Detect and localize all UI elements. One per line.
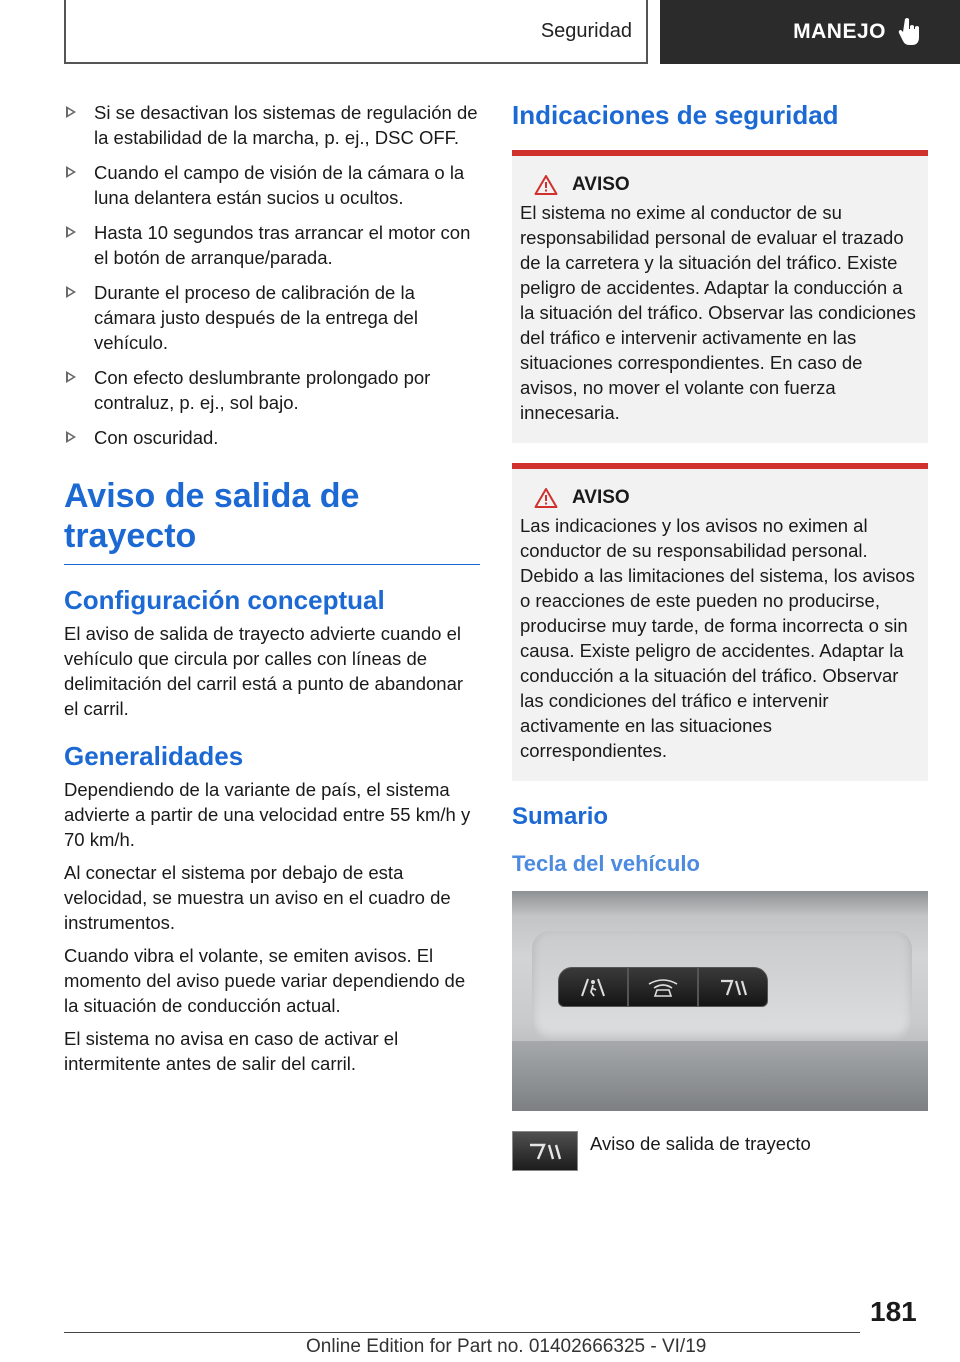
list-item: Con oscuridad. (64, 425, 480, 450)
legend-row (512, 1131, 928, 1171)
right-column (512, 100, 928, 1171)
bullet-triangle-icon (66, 431, 76, 443)
bullet-triangle-icon (66, 226, 76, 238)
collision-warning-button (558, 967, 628, 1007)
warning-label: AVISO (572, 487, 630, 508)
warning-box (512, 463, 928, 781)
list-item: Hasta 10 segundos tras arrancar el motor con el botón de arranque/parada. (64, 220, 480, 270)
warning-text: Las indicaciones y los avisos no eximen al conductor de su responsabilidad personal. Debido a las limitaciones del sistema, los avisos o reacciones de este pueden no producirse, producirse muy tarde, de forma incorrecta o sin causa. Existe peligro de accidentes. Adaptar la conducción a la situación del tráfico. Observar las condiciones del tráfico e intervenir activamente en las situaciones correspondientes. (520, 515, 915, 761)
general-paragraph: Dependiendo de la variante de país, el sistema advierte a partir de una velocidad entre 55 km/h y 70 km/h. (64, 779, 471, 850)
lane-departure-icon (718, 976, 748, 998)
footer-edition: Online Edition for Part no. 01402666325 - VI/19 (306, 1336, 707, 1357)
general-paragraph: Al conectar el sistema por debajo de esta velocidad, se muestra un aviso en el cuadro de instrumentos. (64, 862, 451, 933)
header-chapter-label: MANEJO (793, 20, 886, 43)
footer-divider (64, 1332, 860, 1333)
safety-heading: Indicaciones de seguridad (512, 100, 839, 130)
warning-triangle-icon (534, 487, 558, 509)
header-section-tab (64, 0, 648, 64)
hand-pointer-icon (898, 17, 922, 47)
lane-departure-button (698, 967, 768, 1007)
header-section-label: Seguridad (540, 19, 632, 42)
list-item: Durante el proceso de calibración de la cámara justo después de la entrega del vehículo. (64, 280, 480, 355)
warning-text: El sistema no exime al conductor de su responsabilidad personal de evaluar el trazado de la carretera y la situación del tráfico. Existe peligro de accidentes. Adaptar la conducción a la situación del tráfico. Observar las condiciones del tráfico e intervenir activamente en las situaciones correspondientes. En caso de avisos, no mover el volante con fuerza innecesaria. (520, 202, 916, 423)
general-paragraph: El sistema no avisa en caso de activar el intermitente antes de salir del carril. (64, 1028, 399, 1074)
concept-text: El aviso de salida de trayecto advierte cuando el vehículo que circula por calles con líneas de delimitación del carril está a punto de abandonar el carril. (64, 623, 464, 719)
concept-heading: Configuración conceptual (64, 585, 385, 615)
list-item: Con efecto deslumbrante prolongado por contraluz, p. ej., sol bajo. (64, 365, 480, 415)
pedestrian-warning-icon (578, 976, 608, 998)
legend-caption: Aviso de salida de trayecto (590, 1133, 811, 1154)
lane-departure-icon (512, 1131, 578, 1171)
section-title: Aviso de salida de trayecto (64, 476, 480, 565)
car-front-icon (646, 976, 680, 998)
warning-label: AVISO (572, 174, 630, 195)
front-collision-button (628, 967, 698, 1007)
general-paragraph: Cuando vibra el volante, se emiten avisos. El momento del aviso puede variar dependiendo de la situación de conducción actual. (64, 945, 466, 1016)
warning-box (512, 150, 928, 443)
summary-heading: Sumario (512, 803, 609, 830)
left-column (64, 100, 480, 1084)
vehicle-buttons-photo (512, 891, 928, 1111)
list-item: Cuando el campo de visión de la cámara o la luna delantera están sucios u ocultos. (64, 160, 480, 210)
general-heading: Generalidades (64, 741, 244, 771)
bullet-triangle-icon (66, 166, 76, 178)
bullet-triangle-icon (66, 286, 76, 298)
warning-triangle-icon (534, 174, 558, 196)
list-item: Si se desactivan los sistemas de regulación de la estabilidad de la marcha, p. ej., DSC OFF. (64, 100, 480, 150)
page-number: 181 (870, 1296, 917, 1327)
condition-list (64, 100, 480, 450)
bullet-triangle-icon (66, 371, 76, 383)
key-heading: Tecla del vehículo (512, 851, 700, 876)
header-chapter-tab (660, 0, 960, 64)
bullet-triangle-icon (66, 106, 76, 118)
